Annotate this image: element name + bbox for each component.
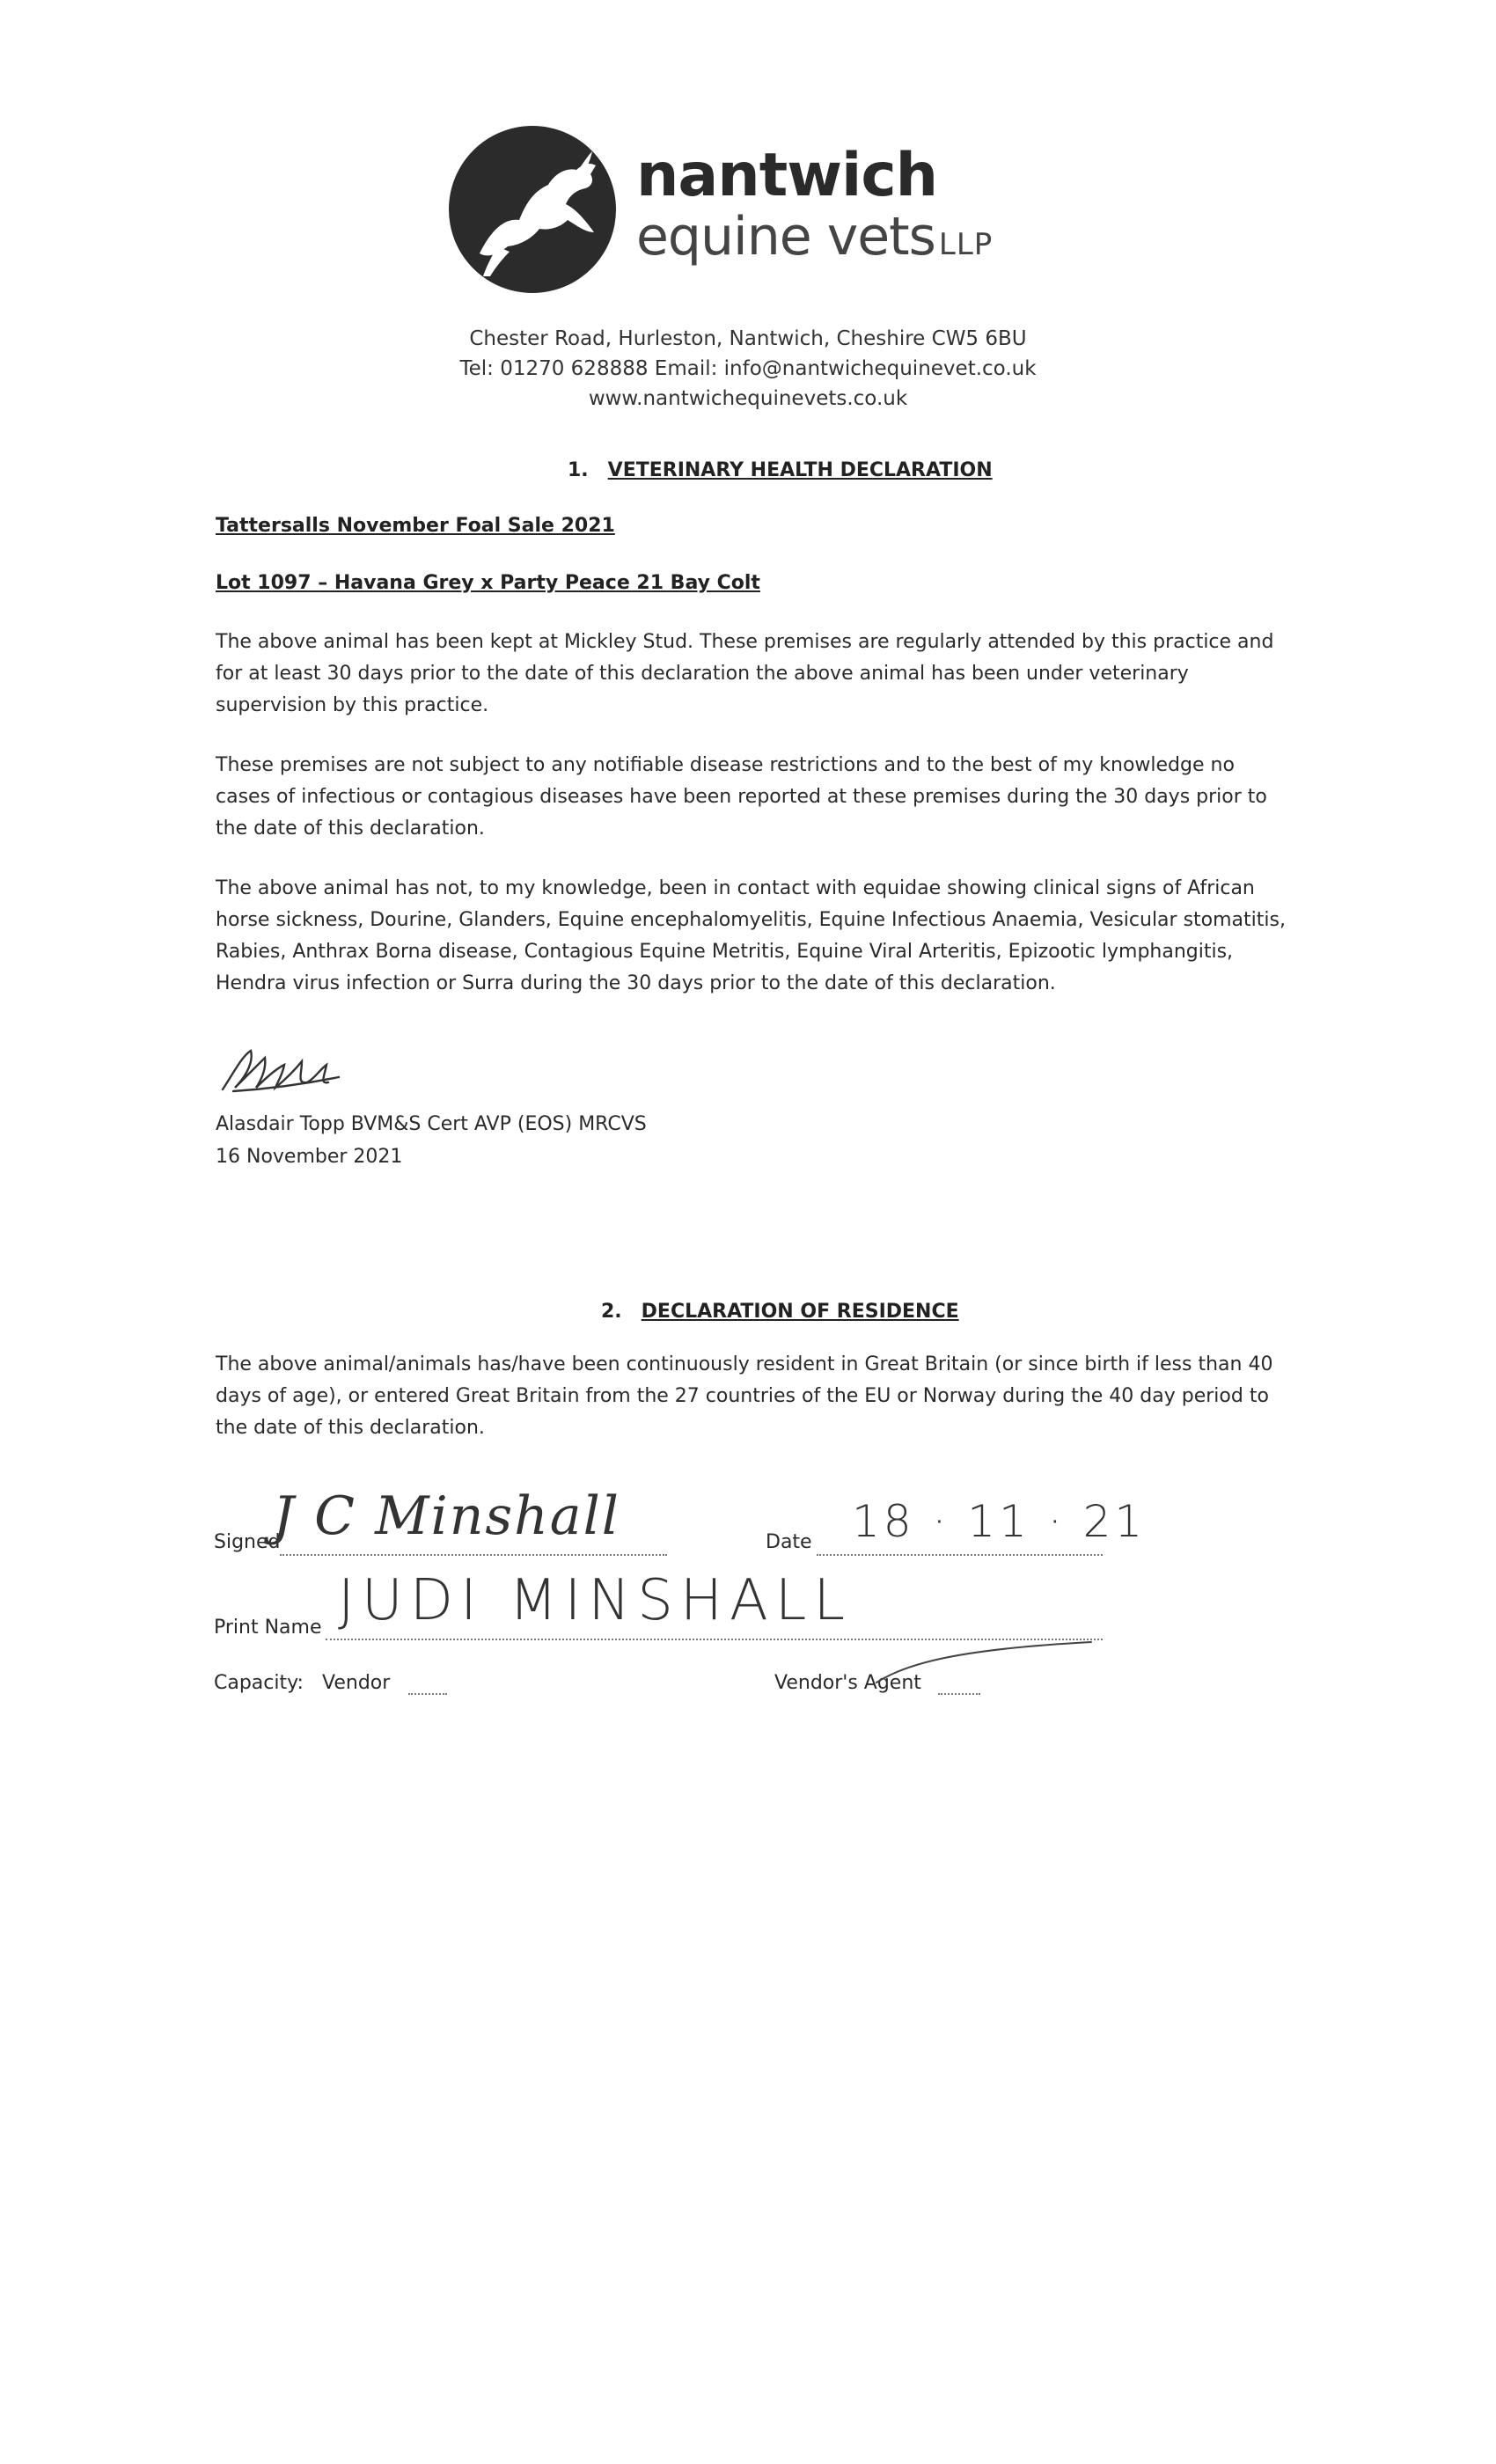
- letterhead-logo: [444, 121, 1025, 297]
- section1-paragraph-3: The above animal has not, to my knowledge, been in contact with equidae showing clinical signs of African horse sickness, Dourine, Glanders, Equine encephalomyelitis, Equine Infectious Anaemia, Vesicular stomatitis, Rabies, Anthrax Borna disease, Contagious Equine Metritis, Equine Viral Arteritis, Epizootic lymphangitis, Hendra virus infection or Surra during the 30 days prior to the date of this declaration.: [216, 877, 1286, 994]
- section2-paragraph: The above animal/animals has/have been continuously resident in Great Britain (or since birth if less than 40 days of age), or entered Great Britain from the 27 countries of the EU or Norway during the 40 day period to the date of this declaration.: [216, 1353, 1273, 1439]
- vet-declaration-date: 16 November 2021: [216, 1146, 403, 1168]
- vendor-agent-strike-stroke: [871, 1637, 1100, 1690]
- letterhead-contact: Tel: 01270 628888 Email: info@nantwichequinevet.co.uk: [459, 357, 1037, 380]
- section1-title-text: VETERINARY HEALTH DECLARATION: [607, 459, 993, 481]
- brand-suffix: LLP: [938, 227, 994, 262]
- section2-title-text: DECLARATION OF RESIDENCE: [641, 1301, 959, 1323]
- brand-sub-text: equine vets: [636, 206, 935, 268]
- brand-subtitle: [636, 206, 993, 268]
- letterhead-website: www.nantwichequinevets.co.uk: [588, 387, 908, 410]
- section1-number: 1.: [568, 459, 589, 481]
- sale-heading: Tattersalls November Foal Sale 2021: [216, 515, 615, 537]
- signed-line[interactable]: [280, 1554, 667, 1556]
- signed-label: Signed: [214, 1531, 281, 1553]
- section1-title: [568, 459, 993, 481]
- capacity-label: Capacity:: [214, 1672, 304, 1694]
- brand-name: nantwich: [636, 141, 938, 210]
- signed-handwriting: J C Minshall: [273, 1485, 620, 1547]
- vet-signature: [216, 1038, 356, 1104]
- print-name-handwriting: JUDI MINSHALL: [338, 1568, 853, 1633]
- section2-number: 2.: [601, 1301, 622, 1323]
- date-line[interactable]: [817, 1554, 1103, 1556]
- vendor-agent-option-line[interactable]: [938, 1693, 980, 1695]
- section1-paragraph-1: The above animal has been kept at Mickley Stud. These premises are regularly attended by this practice and for at least 30 days prior to the date of this declaration the above animal has been under veterinary supervision by this practice.: [216, 631, 1274, 716]
- vendor-option-label: Vendor: [322, 1672, 391, 1694]
- vendor-agent-option-label: Vendor's Agent: [774, 1672, 921, 1694]
- vendor-option-line[interactable]: [408, 1693, 447, 1695]
- lot-heading: Lot 1097 – Havana Grey x Party Peace 21 Bay Colt: [216, 572, 760, 594]
- section1-paragraph-2: These premises are not subject to any notifiable disease restrictions and to the best of my knowledge no cases of infectious or contagious diseases have been reported at these premises during the 30 days prior to the date of this declaration.: [216, 754, 1267, 840]
- date-label: Date: [766, 1531, 812, 1553]
- section2-title: [601, 1301, 959, 1323]
- horse-silhouette-icon: [444, 121, 620, 297]
- date-handwriting: 18 · 11 · 21: [852, 1496, 1147, 1547]
- vet-name: Alasdair Topp BVM&S Cert AVP (EOS) MRCVS: [216, 1113, 647, 1135]
- letterhead-address: Chester Road, Hurleston, Nantwich, Cheshire CW5 6BU: [469, 327, 1027, 350]
- print-name-label: Print Name: [214, 1617, 322, 1639]
